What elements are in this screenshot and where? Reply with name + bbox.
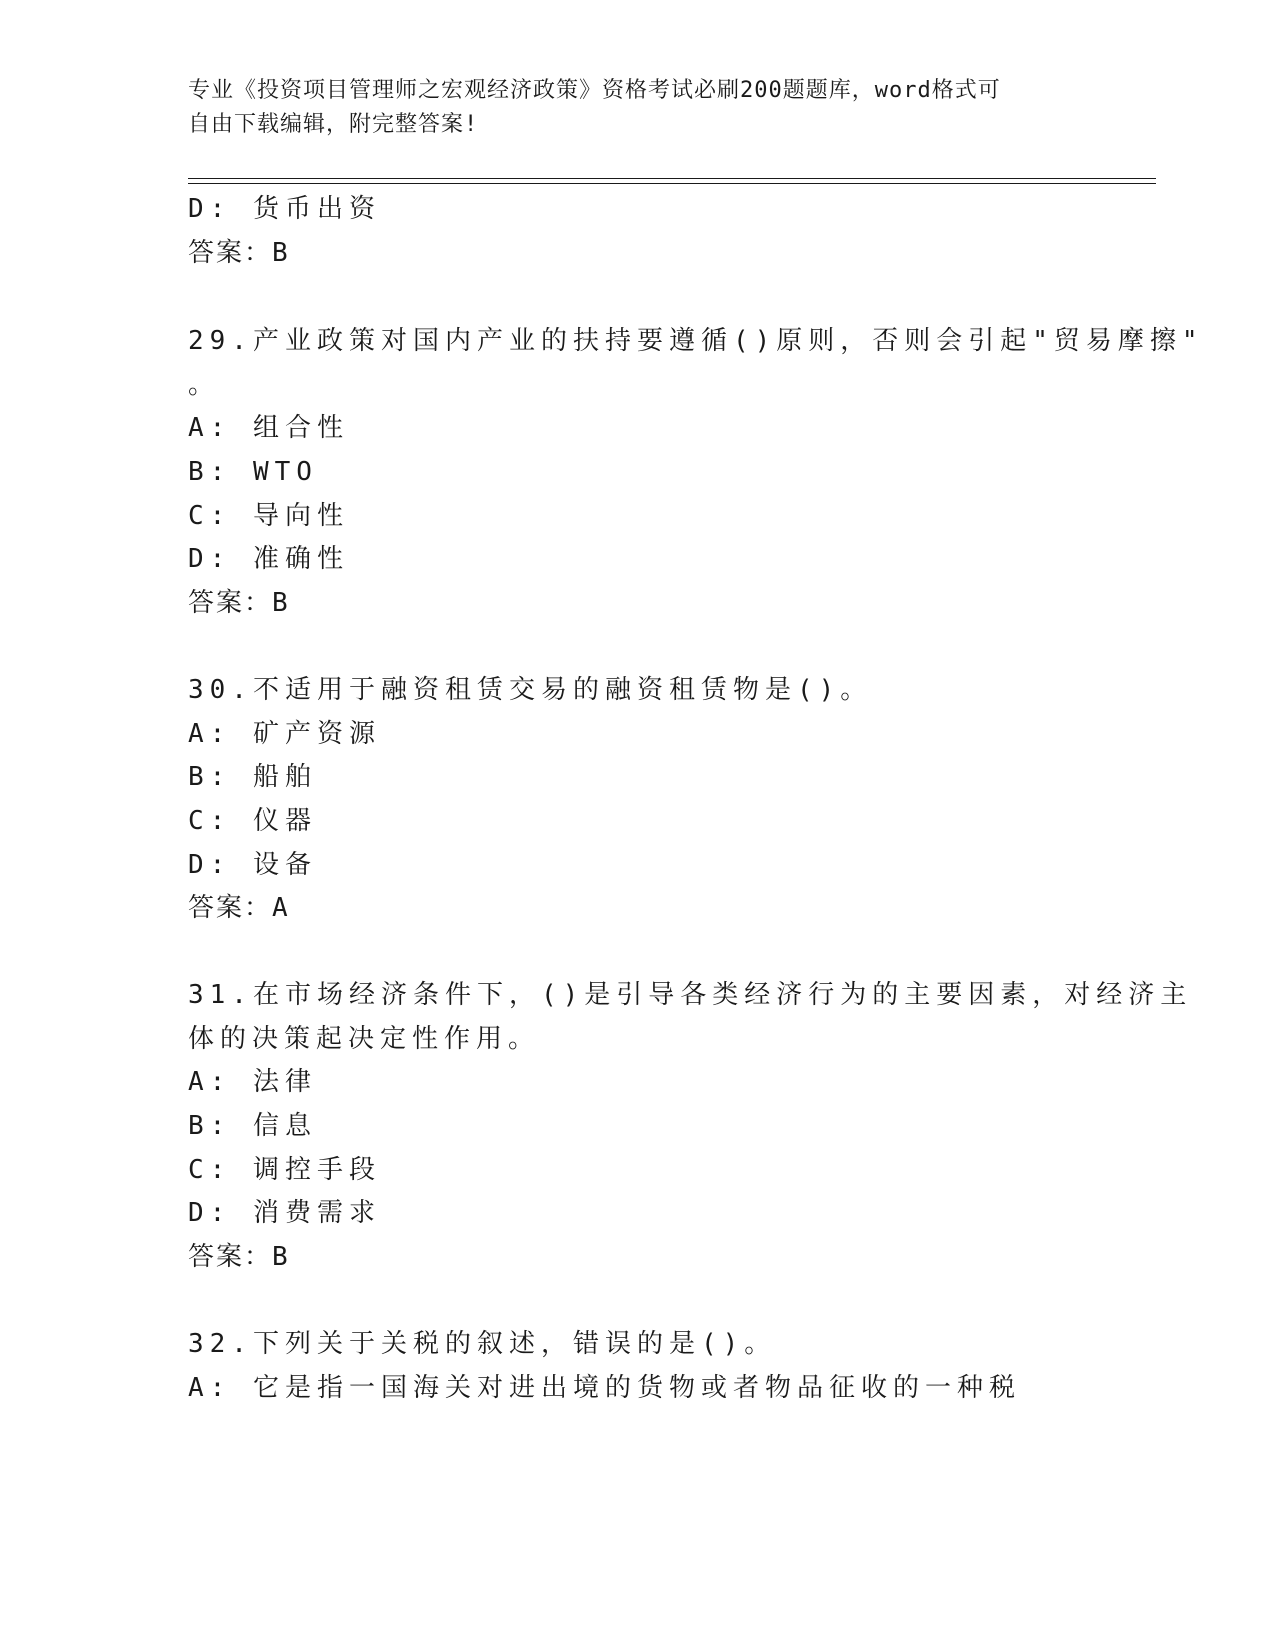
q30-stem-line-1: 30.不适用于融资租赁交易的融资租赁物是()。 — [188, 675, 873, 705]
q29-option-b: B: WTO — [188, 457, 318, 487]
q31-stem-line-2: 体的决策起决定性作用。 — [188, 1024, 541, 1054]
document-header — [188, 74, 1068, 142]
q29-option-d: D: 准确性 — [188, 544, 349, 574]
q30-option-c: C: 仪器 — [188, 806, 317, 836]
prev-answer: 答案：B — [188, 238, 290, 268]
header-divider-top — [188, 178, 1156, 179]
prev-option-d: D: 货币出资 — [188, 194, 381, 224]
q29-answer: 答案：B — [188, 588, 290, 618]
q30-answer: 答案：A — [188, 893, 290, 923]
q29-stem-line-2: 。 — [188, 370, 221, 400]
q31-option-c: C: 调控手段 — [188, 1155, 381, 1185]
q31-option-b: B: 信息 — [188, 1111, 317, 1141]
header-title-line-2: 自由下载编辑，附完整答案! — [188, 112, 479, 137]
q31-option-d: D: 消费需求 — [188, 1198, 381, 1228]
q29-stem-line-1: 29.产业政策对国内产业的扶持要遵循()原则，否则会引起"贸易摩擦" — [188, 326, 1204, 356]
q31-answer: 答案：B — [188, 1242, 290, 1272]
header-divider-bottom — [188, 183, 1156, 184]
q32-stem-line-1: 32.下列关于关税的叙述，错误的是()。 — [188, 1329, 777, 1359]
q31-option-a: A: 法律 — [188, 1067, 317, 1097]
q29-option-c: C: 导向性 — [188, 501, 349, 531]
header-title-line-1: 专业《投资项目管理师之宏观经济政策》资格考试必刷200题题库，word格式可 — [188, 78, 1001, 103]
q32-option-a: A: 它是指一国海关对进出境的货物或者物品征收的一种税 — [188, 1373, 1021, 1403]
q30-option-a: A: 矿产资源 — [188, 719, 381, 749]
q30-option-d: D: 设备 — [188, 850, 317, 880]
q31-stem-line-1: 31.在市场经济条件下，()是引导各类经济行为的主要因素，对经济主 — [188, 980, 1193, 1010]
q30-option-b: B: 船舶 — [188, 762, 317, 792]
q29-option-a: A: 组合性 — [188, 413, 349, 443]
